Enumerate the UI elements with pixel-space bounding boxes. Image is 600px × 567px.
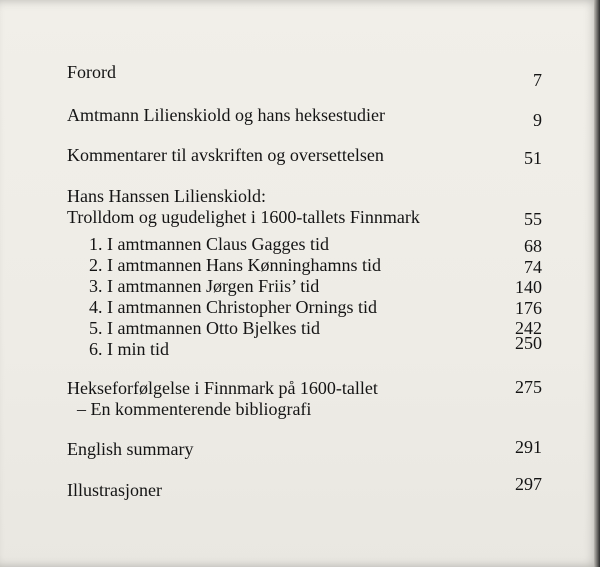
toc-page: 297 bbox=[515, 474, 542, 494]
toc-title: Illustrasjoner bbox=[67, 480, 162, 500]
toc-page: 51 bbox=[524, 148, 542, 168]
toc-title: 2. I amtmannen Hans Kønninghamns tid bbox=[89, 255, 381, 275]
toc-entry bbox=[67, 437, 542, 461]
toc-page: 9 bbox=[533, 110, 542, 130]
toc-title: Hekseforfølgelse i Finnmark på 1600-tallet bbox=[67, 378, 378, 398]
toc-page: 140 bbox=[515, 277, 542, 297]
toc-page: 176 bbox=[515, 298, 542, 318]
toc-title: Trolldom og ugudelighet i 1600-tallets Finnmark bbox=[67, 207, 420, 227]
toc-title: English summary bbox=[67, 439, 194, 459]
toc-title: – En kommenterende bibliografi bbox=[77, 399, 312, 419]
toc-subentry bbox=[67, 333, 542, 361]
toc-title: Forord bbox=[67, 62, 116, 82]
toc-entry bbox=[67, 474, 542, 502]
toc-entry bbox=[67, 205, 542, 229]
toc-title: Amtmann Lilienskiold og hans heksestudier bbox=[67, 105, 385, 125]
toc-title: Hans Hanssen Lilienskiold: bbox=[67, 186, 266, 206]
toc-title: 4. I amtmannen Christopher Ornings tid bbox=[89, 297, 377, 317]
toc-entry bbox=[67, 60, 542, 90]
toc-title: 6. I min tid bbox=[89, 339, 169, 359]
toc-page: 68 bbox=[524, 236, 542, 256]
toc-title: 3. I amtmannen Jørgen Friis’ tid bbox=[89, 276, 320, 296]
toc-page: 250 bbox=[515, 333, 542, 353]
toc-entry bbox=[67, 103, 542, 130]
toc-title: 1. I amtmannen Claus Gagges tid bbox=[89, 234, 329, 254]
toc-page: 242 bbox=[515, 318, 542, 338]
page-edge-shadow bbox=[594, 0, 600, 567]
toc-page: 55 bbox=[524, 209, 542, 229]
toc-title: Kommentarer til avskriften og oversettelsen bbox=[67, 145, 384, 165]
toc-entry-continuation bbox=[67, 397, 542, 421]
toc-page: 74 bbox=[524, 257, 542, 277]
toc-title: 5. I amtmannen Otto Bjelkes tid bbox=[89, 318, 320, 338]
toc-page: 275 bbox=[515, 377, 542, 397]
toc-page: 7 bbox=[533, 70, 542, 90]
toc-page: 291 bbox=[515, 437, 542, 457]
toc-entry bbox=[67, 143, 542, 167]
